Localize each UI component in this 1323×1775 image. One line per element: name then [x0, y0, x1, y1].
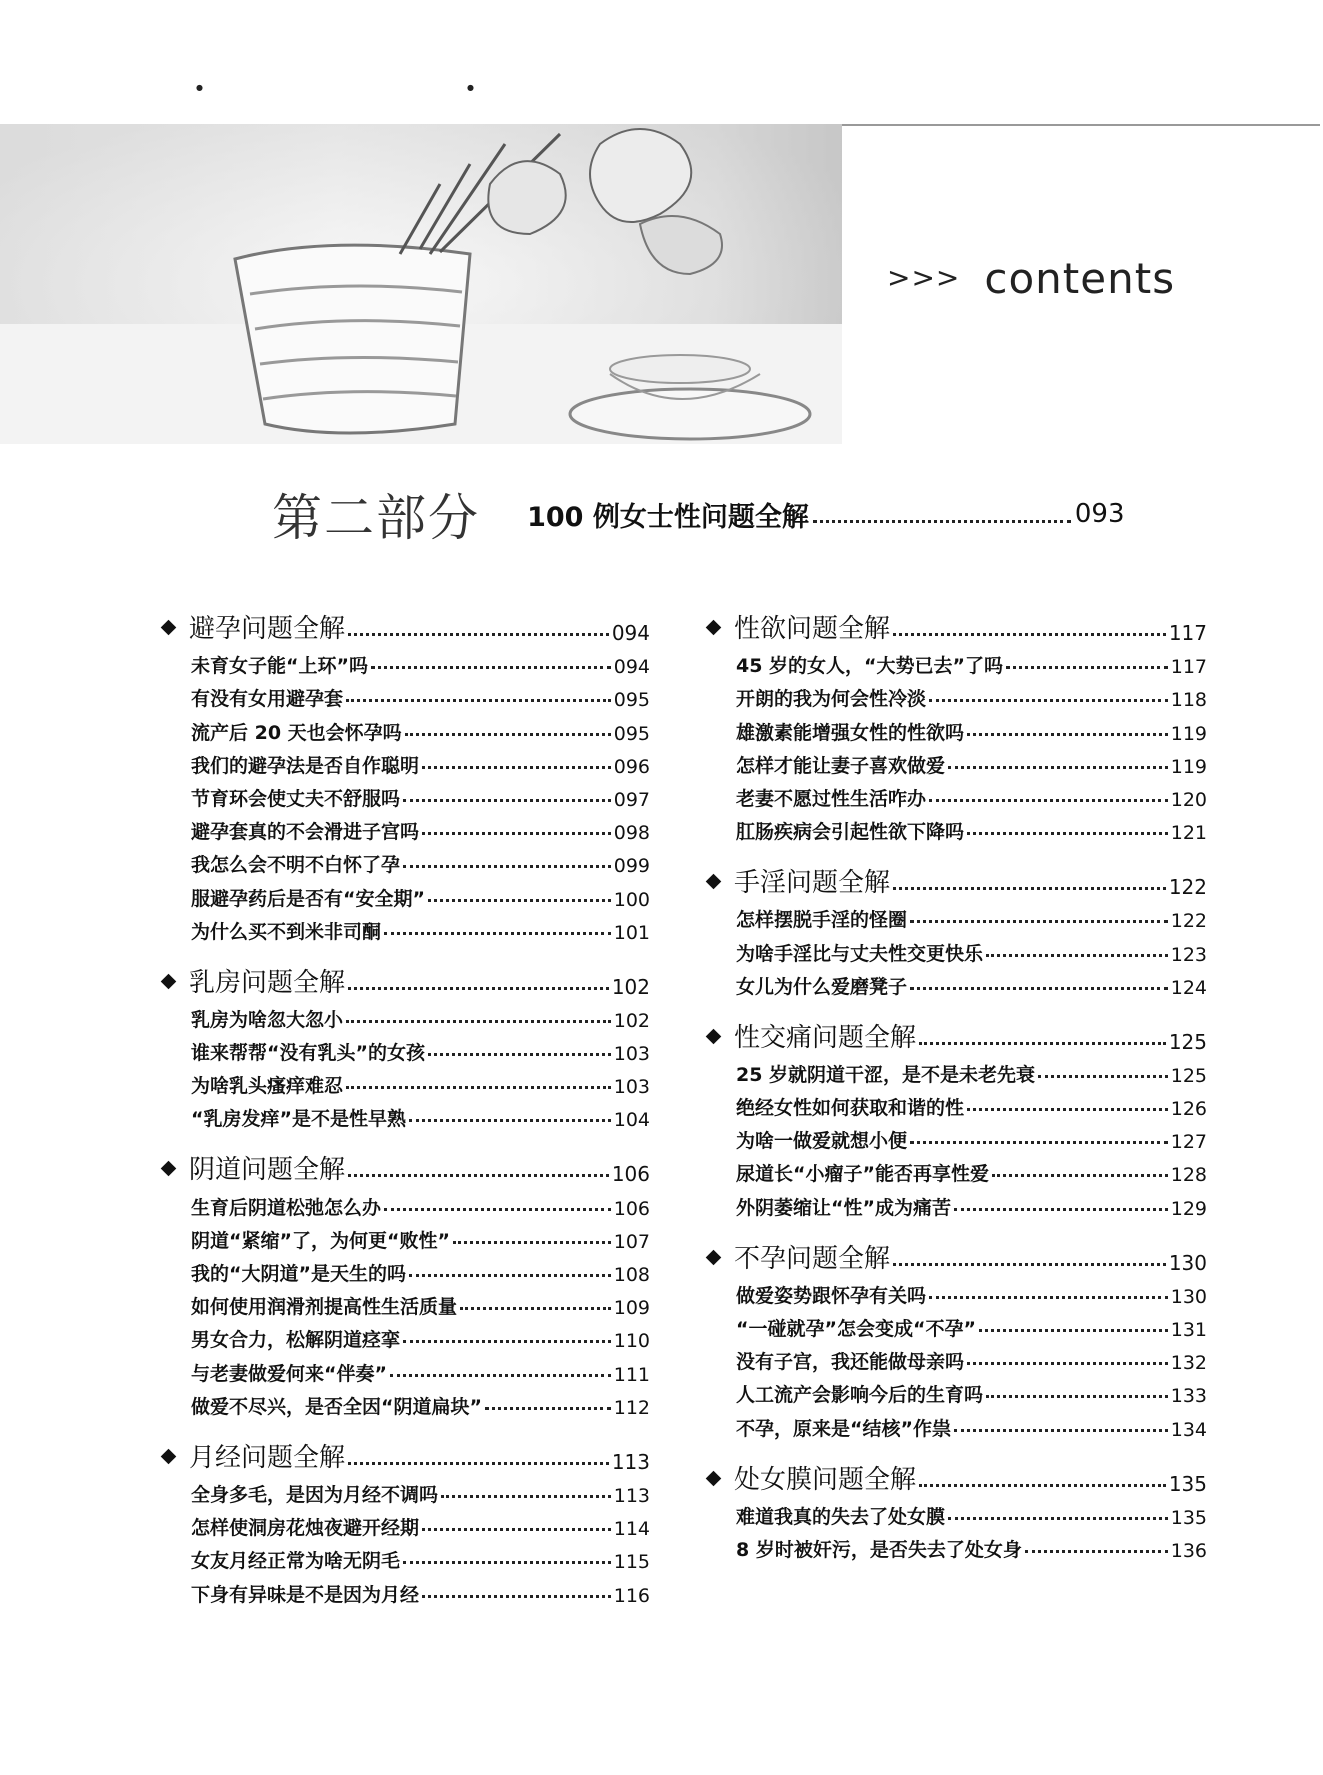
entry-title: 全身多毛，是因为月经不调吗	[191, 1483, 439, 1506]
toc-entry[interactable]	[160, 645, 650, 678]
entry-title: 谁来帮帮“没有乳头”的女孩	[191, 1042, 425, 1065]
toc-left-column	[160, 610, 650, 1627]
entry-title: 做爱不尽兴，是否全因“阴道扁块”	[191, 1395, 482, 1418]
toc-entry[interactable]	[705, 678, 1207, 711]
entry-title: 人工流产会影响今后的生育吗	[736, 1384, 984, 1407]
leader-dots	[403, 1340, 611, 1343]
leader-dots	[948, 766, 1168, 769]
leader-dots	[371, 666, 611, 669]
leader-dots	[1025, 1550, 1168, 1553]
leader-dots	[1038, 1075, 1168, 1078]
entry-title: 怎样摆脱手淫的怪圈	[736, 909, 908, 932]
diamond-bullet-icon	[706, 1028, 722, 1044]
toc-entry[interactable]	[160, 778, 650, 811]
entry-title: 乳房为啥忽大忽小	[191, 1008, 344, 1031]
toc-section-heading[interactable]	[705, 864, 1207, 899]
leader-dots	[428, 899, 611, 902]
still-life-illustration	[0, 124, 842, 444]
toc-section-heading[interactable]	[705, 610, 1207, 645]
entry-page: 110	[613, 1330, 650, 1353]
toc-entry[interactable]	[705, 745, 1207, 778]
entry-page: 134	[1170, 1418, 1207, 1441]
toc-entry[interactable]	[160, 1540, 650, 1573]
toc-entry[interactable]	[160, 1286, 650, 1319]
entry-title: 服避孕药后是否有“安全期”	[191, 887, 425, 910]
contents-label: contents	[984, 254, 1176, 303]
entry-page: 095	[613, 722, 650, 745]
toc-section	[705, 1240, 1207, 1441]
entry-page: 115	[613, 1551, 650, 1574]
leader-dots	[422, 832, 611, 835]
entry-page: 125	[1170, 1064, 1207, 1087]
leader-dots	[910, 920, 1168, 923]
entry-page: 098	[613, 822, 650, 845]
entry-page: 121	[1170, 822, 1207, 845]
diamond-bullet-icon	[706, 620, 722, 636]
toc-entry[interactable]	[705, 1087, 1207, 1120]
toc-entry[interactable]	[160, 1032, 650, 1065]
entry-title: 难道我真的失去了处女膜	[736, 1505, 946, 1528]
leader-dots	[919, 1042, 1166, 1045]
toc-entry[interactable]	[705, 1153, 1207, 1186]
speck: ●	[467, 83, 474, 92]
section-title: 处女膜问题全解	[734, 1464, 917, 1495]
entry-title: 下身有异味是不是因为月经	[191, 1583, 420, 1606]
part-title: 100 例女士性问题全解	[527, 501, 809, 533]
entry-title: 与老妻做爱何来“伴奏”	[191, 1362, 387, 1385]
entry-title: 开朗的我为何会性冷淡	[736, 688, 927, 711]
entry-page: 117	[1170, 656, 1207, 679]
entry-title: 如何使用润滑剂提高性生活质量	[191, 1296, 458, 1319]
toc-section-heading[interactable]	[160, 610, 650, 645]
toc-entry[interactable]	[160, 1065, 650, 1098]
entry-title: 肛肠疾病会引起性欲下降吗	[736, 821, 965, 844]
toc-entry[interactable]	[705, 1529, 1207, 1562]
section-page: 130	[1168, 1250, 1207, 1275]
leader-dots	[893, 887, 1166, 890]
entry-title: 生育后阴道松弛怎么办	[191, 1196, 382, 1219]
toc-section	[160, 1151, 650, 1418]
entry-page: 122	[1170, 910, 1207, 933]
entry-page: 103	[613, 1076, 650, 1099]
toc-right-column	[705, 610, 1207, 1582]
toc-entry[interactable]	[160, 1186, 650, 1219]
entry-page: 120	[1170, 788, 1207, 811]
entry-page: 131	[1170, 1319, 1207, 1341]
entry-title: 外阴萎缩让“性”成为痛苦	[736, 1196, 951, 1219]
leader-dots	[453, 1241, 611, 1244]
leader-dots	[346, 1086, 611, 1089]
toc-entry[interactable]	[160, 877, 650, 910]
toc-section	[160, 964, 650, 1132]
entry-page: 094	[613, 656, 650, 679]
leader-dots	[967, 733, 1168, 736]
leader-dots	[910, 1141, 1168, 1144]
part-page: 093	[1074, 499, 1125, 529]
entry-title: 我的“大阴道”是天生的吗	[191, 1263, 406, 1285]
entry-title: 怎样才能让妻子喜欢做爱	[736, 754, 946, 777]
leader-dots	[954, 1429, 1168, 1432]
section-title: 手淫问题全解	[734, 868, 891, 899]
leader-dots	[954, 1208, 1168, 1211]
entry-page: 106	[613, 1197, 650, 1220]
toc-entry[interactable]	[160, 811, 650, 844]
entry-title: 我怎么会不明不白怀了孕	[191, 854, 401, 877]
entry-page: 101	[613, 921, 650, 944]
leader-dots	[813, 506, 1071, 523]
section-page: 106	[611, 1162, 650, 1187]
leader-dots	[348, 987, 609, 990]
entry-title: 没有子宫，我还能做母亲吗	[736, 1351, 965, 1374]
part-heading	[272, 478, 1125, 550]
leader-dots	[403, 865, 611, 868]
entry-page: 099	[613, 855, 650, 878]
part-number: 第二部分	[272, 489, 480, 547]
toc-section	[705, 1461, 1207, 1562]
leader-dots	[422, 1528, 611, 1531]
toc-entry[interactable]	[160, 999, 650, 1032]
section-title: 乳房问题全解	[189, 967, 346, 998]
leader-dots	[485, 1407, 611, 1410]
leader-dots	[384, 1208, 611, 1211]
entry-page: 109	[613, 1297, 650, 1320]
leader-dots	[910, 987, 1168, 990]
diamond-bullet-icon	[706, 874, 722, 890]
diamond-bullet-icon	[706, 1470, 722, 1486]
leader-dots	[929, 799, 1168, 802]
toc-entry[interactable]	[160, 1573, 650, 1606]
toc-section	[705, 610, 1207, 844]
section-title: 月经问题全解	[189, 1442, 346, 1473]
leader-dots	[428, 1053, 611, 1056]
section-page: 122	[1168, 875, 1207, 900]
leader-dots	[460, 1307, 611, 1310]
section-title: 避孕问题全解	[189, 614, 346, 644]
entry-title: 阴道“紧缩”了，为何更“败性”	[191, 1229, 450, 1252]
diamond-bullet-icon	[706, 1249, 722, 1265]
entry-page: 112	[613, 1396, 650, 1419]
diamond-bullet-icon	[161, 1161, 177, 1177]
toc-section-heading[interactable]	[705, 1019, 1207, 1054]
toc-entry[interactable]	[705, 1374, 1207, 1407]
entry-title: 女友月经正常为啥无阴毛	[191, 1550, 401, 1573]
contents-heading	[887, 254, 1175, 303]
section-page: 117	[1168, 621, 1207, 645]
entry-title: “乳房发痒”是不是性早熟	[191, 1108, 406, 1131]
toc-entry[interactable]	[705, 778, 1207, 811]
entry-title: 为啥手淫比与丈夫性交更快乐	[736, 942, 984, 965]
leader-dots	[986, 1395, 1168, 1398]
entry-title: 尿道长“小瘤子”能否再享性爱	[736, 1163, 989, 1186]
entry-title: 绝经女性如何获取和谐的性	[736, 1097, 965, 1120]
toc-entry[interactable]	[705, 1308, 1207, 1341]
entry-title: 避孕套真的不会滑进子宫吗	[191, 821, 420, 844]
toc-section-heading[interactable]	[160, 964, 650, 999]
toc-entry[interactable]	[705, 1275, 1207, 1308]
section-title: 性交痛问题全解	[734, 1022, 917, 1053]
entry-page: 096	[613, 755, 650, 778]
leader-dots	[992, 1174, 1168, 1177]
section-page: 102	[611, 974, 650, 999]
entry-page: 124	[1170, 976, 1207, 999]
leader-dots	[403, 1561, 611, 1564]
toc-entry[interactable]	[160, 1319, 650, 1352]
leader-dots	[405, 733, 611, 736]
entry-title: 雄激素能增强女性的性欲吗	[736, 721, 965, 744]
entry-page: 103	[613, 1043, 650, 1066]
leader-dots	[986, 954, 1168, 957]
entry-title: 节育环会使丈夫不舒服吗	[191, 787, 401, 810]
entry-page: 129	[1170, 1197, 1207, 1220]
toc-section-heading[interactable]	[160, 1151, 650, 1186]
toc-entry[interactable]	[705, 899, 1207, 932]
entry-page: 128	[1170, 1164, 1207, 1187]
chevrons: >>>	[887, 261, 961, 294]
toc-entry[interactable]	[160, 1474, 650, 1507]
toc-section-heading[interactable]	[705, 1461, 1207, 1496]
toc-entry[interactable]	[705, 1120, 1207, 1153]
leader-dots	[409, 1119, 611, 1122]
leader-dots	[967, 1108, 1168, 1111]
leader-dots	[967, 832, 1168, 835]
entry-page: 111	[613, 1363, 650, 1386]
entry-title: 8 岁时被奸污，是否失去了处女身	[736, 1538, 1022, 1561]
entry-title: 为啥乳头瘙痒难忍	[191, 1075, 344, 1098]
toc-section-heading[interactable]	[705, 1240, 1207, 1275]
leader-dots	[893, 1263, 1166, 1266]
diamond-bullet-icon	[161, 973, 177, 989]
entry-page: 118	[1170, 689, 1207, 712]
entry-title: 怎样使洞房花烛夜避开经期	[191, 1517, 420, 1540]
entry-page: 116	[613, 1584, 650, 1607]
entry-title: 我们的避孕法是否自作聪明	[191, 754, 420, 777]
toc-entry[interactable]	[705, 1186, 1207, 1219]
leader-dots	[422, 766, 611, 769]
entry-page: 126	[1170, 1098, 1207, 1121]
diamond-bullet-icon	[161, 620, 177, 636]
entry-page: 119	[1170, 722, 1207, 745]
entry-title: 流产后 20 天也会怀孕吗	[191, 721, 402, 744]
entry-title: 为什么买不到米非司酮	[191, 920, 382, 943]
toc-section-heading[interactable]	[160, 1439, 650, 1474]
toc-entry[interactable]	[160, 678, 650, 711]
toc-entry[interactable]	[705, 932, 1207, 965]
toc-entry[interactable]	[160, 1507, 650, 1540]
entry-page: 133	[1170, 1385, 1207, 1408]
leader-dots	[403, 799, 611, 802]
section-title: 性欲问题全解	[734, 614, 891, 644]
leader-dots	[346, 1020, 611, 1023]
section-title: 阴道问题全解	[189, 1155, 346, 1186]
toc-section	[705, 864, 1207, 999]
leader-dots	[422, 1595, 611, 1598]
section-page: 094	[611, 621, 650, 645]
leader-dots	[948, 1517, 1168, 1520]
toc-entry[interactable]	[705, 1054, 1207, 1087]
toc-entry[interactable]	[160, 1352, 650, 1385]
toc-entry[interactable]	[160, 711, 650, 744]
entry-page: 132	[1170, 1352, 1207, 1375]
toc-entry[interactable]	[705, 811, 1207, 844]
leader-dots	[967, 1362, 1168, 1365]
section-page: 113	[611, 1449, 650, 1474]
toc-entry[interactable]	[705, 1407, 1207, 1440]
entry-page: 114	[613, 1518, 650, 1541]
entry-page: 108	[613, 1264, 650, 1286]
leader-dots	[384, 932, 611, 935]
entry-page: 130	[1170, 1285, 1207, 1308]
entry-page: 135	[1170, 1506, 1207, 1529]
entry-title: 男女合力，松解阴道痉挛	[191, 1329, 401, 1352]
entry-page: 136	[1170, 1539, 1207, 1562]
toc-section	[705, 1019, 1207, 1220]
entry-title: 不孕，原来是“结核”作祟	[736, 1417, 951, 1440]
entry-title: 25 岁就阴道干涩，是不是未老先衰	[736, 1063, 1036, 1086]
toc-entry[interactable]	[160, 1098, 650, 1131]
entry-title: 未育女子能“上环”吗	[191, 655, 368, 678]
toc-entry[interactable]	[705, 1496, 1207, 1529]
leader-dots	[979, 1329, 1168, 1332]
toc-entry[interactable]	[705, 966, 1207, 999]
entry-title: 45 岁的女人，“大势已去”了吗	[736, 655, 1004, 678]
toc-entry[interactable]	[705, 1341, 1207, 1374]
leader-dots	[409, 1274, 611, 1277]
leader-dots	[893, 633, 1166, 636]
header-photo	[0, 124, 842, 444]
toc-entry[interactable]	[160, 911, 650, 944]
entry-page: 123	[1170, 943, 1207, 966]
entry-page: 102	[613, 1009, 650, 1032]
toc-entry[interactable]	[160, 1253, 650, 1286]
toc-section	[160, 610, 650, 944]
leader-dots	[348, 633, 609, 636]
toc-entry[interactable]	[160, 745, 650, 778]
toc-section	[160, 1439, 650, 1607]
entry-title: 老妻不愿过性生活咋办	[736, 787, 927, 810]
entry-page: 119	[1170, 755, 1207, 778]
leader-dots	[390, 1374, 611, 1377]
leader-dots	[348, 1174, 609, 1177]
diamond-bullet-icon	[161, 1448, 177, 1464]
entry-page: 113	[613, 1484, 650, 1507]
section-title: 不孕问题全解	[734, 1243, 891, 1274]
leader-dots	[441, 1495, 611, 1498]
speck: ●	[196, 83, 203, 92]
section-page: 125	[1168, 1029, 1207, 1054]
entry-page: 100	[613, 888, 650, 911]
leader-dots	[919, 1484, 1166, 1487]
entry-page: 107	[613, 1230, 650, 1253]
entry-page: 095	[613, 689, 650, 712]
entry-title: 女儿为什么爱磨凳子	[736, 975, 908, 998]
toc-entry[interactable]	[705, 645, 1207, 678]
section-page: 135	[1168, 1471, 1207, 1496]
toc-entry[interactable]	[160, 844, 650, 877]
entry-page: 127	[1170, 1131, 1207, 1154]
entry-title: 有没有女用避孕套	[191, 688, 344, 711]
entry-page: 097	[613, 788, 650, 811]
toc-entry[interactable]	[160, 1386, 650, 1419]
leader-dots	[929, 1296, 1168, 1299]
leader-dots	[346, 699, 611, 702]
leader-dots	[348, 1462, 609, 1465]
leader-dots	[1006, 666, 1168, 669]
entry-title: “一碰就孕”怎会变成“不孕”	[736, 1318, 976, 1340]
entry-title: 为啥一做爱就想小便	[736, 1130, 908, 1153]
leader-dots	[929, 699, 1168, 702]
toc-entry[interactable]	[160, 1220, 650, 1253]
entry-page: 104	[613, 1109, 650, 1132]
entry-title: 做爱姿势跟怀孕有关吗	[736, 1284, 927, 1307]
toc-entry[interactable]	[705, 711, 1207, 744]
